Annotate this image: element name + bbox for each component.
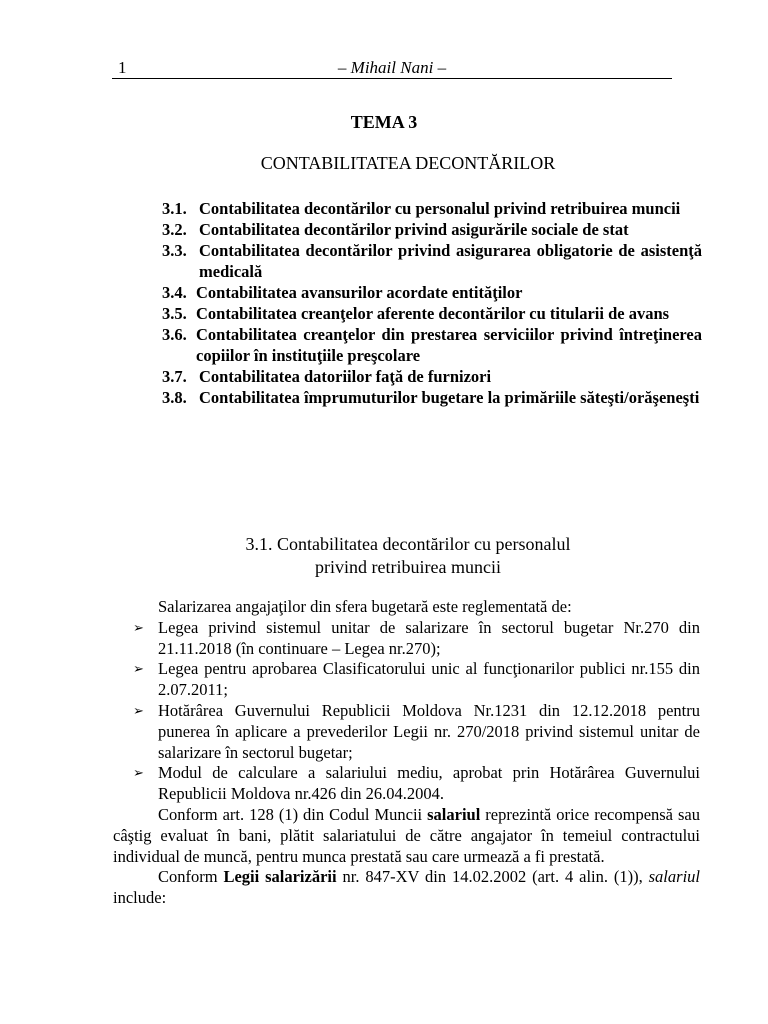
arrow-bullet-icon: ➢ <box>133 765 144 781</box>
list-item <box>113 618 700 660</box>
table-of-contents <box>162 198 702 408</box>
toc-item-text: Contabilitatea creanţelor aferente decontărilor cu titularii de avans <box>196 304 670 323</box>
toc-item-number: 3.1. <box>162 199 187 218</box>
toc-item-text: Contabilitatea avansurilor acordate entităţilor <box>196 283 523 302</box>
page-number: 1 <box>118 58 127 77</box>
theme-heading: TEMA 3 <box>350 112 418 132</box>
list-item <box>113 701 700 763</box>
arrow-bullet-icon: ➢ <box>133 702 144 718</box>
toc-item <box>162 387 702 408</box>
section-title-line: privind retribuirea muncii <box>315 557 501 577</box>
section-title-line: 3.1. Contabilitatea decontărilor cu personalul <box>245 534 571 554</box>
text-run: nr. 847-XV din 14.02.2002 (art. 4 alin. (1)), <box>336 867 649 887</box>
arrow-bullet-icon: ➢ <box>133 619 144 635</box>
text-run: reprezintă orice recompensă sau câştig evaluat în bani, plătit salariatului de către angajator în temeiul contractului individual de muncă, pentru munca prestată sau care urmează a fi prestată. <box>113 804 700 866</box>
toc-item <box>162 198 702 219</box>
toc-item-text: Contabilitatea datoriilor faţă de furnizori <box>199 367 492 386</box>
toc-item-number: 3.8. <box>162 388 187 407</box>
toc-item <box>162 219 702 240</box>
intro-paragraph: Salarizarea angajaţilor din sfera bugetară este reglementată de: <box>158 597 572 616</box>
toc-item <box>162 240 702 282</box>
arrow-bullet-icon: ➢ <box>133 661 144 677</box>
toc-item <box>162 282 702 303</box>
toc-item-number: 3.3. <box>162 241 187 260</box>
bold-term: salariul <box>427 804 481 824</box>
list-item <box>113 659 700 701</box>
toc-item-text: Contabilitatea decontărilor privind asigurările sociale de stat <box>199 220 629 239</box>
list-item <box>113 763 700 805</box>
toc-item-number: 3.4. <box>162 283 187 302</box>
body-text <box>113 597 700 909</box>
bold-term: Legii salarizării <box>223 867 337 887</box>
toc-item-text: Contabilitatea împrumuturilor bugetare la primăriile săteşti/orăşeneşti <box>199 388 700 407</box>
toc-item-text: Contabilitatea creanţelor din prestarea serviciilor privind întreţinerea copiilor în instituţiile preşcolare <box>196 325 702 365</box>
list-item-text: Modul de calculare a salariului mediu, aprobat prin Hotărârea Guvernului Republicii Moldova nr.426 din 26.04.2004. <box>158 763 700 804</box>
italic-term: salariul <box>648 867 700 887</box>
list-item-text: Legea pentru aprobarea Clasificatorului unic al funcţionarilor publici nr.155 din 2.07.2011; <box>158 659 700 700</box>
text-run: Conform <box>158 867 224 887</box>
toc-item-text: Contabilitatea decontărilor cu personalul privind retribuirea muncii <box>199 199 681 218</box>
running-head: – Mihail Nani – <box>337 58 447 77</box>
toc-item-number: 3.2. <box>162 220 187 239</box>
toc-item <box>162 303 702 324</box>
toc-item <box>162 366 702 387</box>
text-run: include: <box>113 888 167 908</box>
page-header <box>112 56 672 79</box>
toc-item-number: 3.7. <box>162 367 187 386</box>
salary-definition-paragraph <box>113 805 700 867</box>
text-run: Conform art. 128 (1) din Codul Muncii <box>158 804 428 824</box>
toc-item-number: 3.6. <box>162 325 187 344</box>
chapter-title: CONTABILITATEA DECONTĂRILOR <box>260 153 556 173</box>
list-item-text: Legea privind sistemul unitar de salarizare în sectorul bugetar Nr.270 din 21.11.2018 (în continuare – Legea nr.270); <box>158 617 700 658</box>
section-title <box>112 533 704 579</box>
toc-item-number: 3.5. <box>162 304 187 323</box>
toc-item <box>162 324 702 366</box>
list-item-text: Hotărârea Guvernului Republicii Moldova Nr.1231 din 12.12.2018 pentru punerea în aplicare a prevederilor Legii nr. 270/2018 privind sistemul unitar de salarizare în sectorul bugetar; <box>158 700 700 762</box>
toc-item-text: Contabilitatea decontărilor privind asigurarea obligatorie de asistenţă medicală <box>199 241 702 281</box>
salary-law-paragraph <box>113 867 700 909</box>
